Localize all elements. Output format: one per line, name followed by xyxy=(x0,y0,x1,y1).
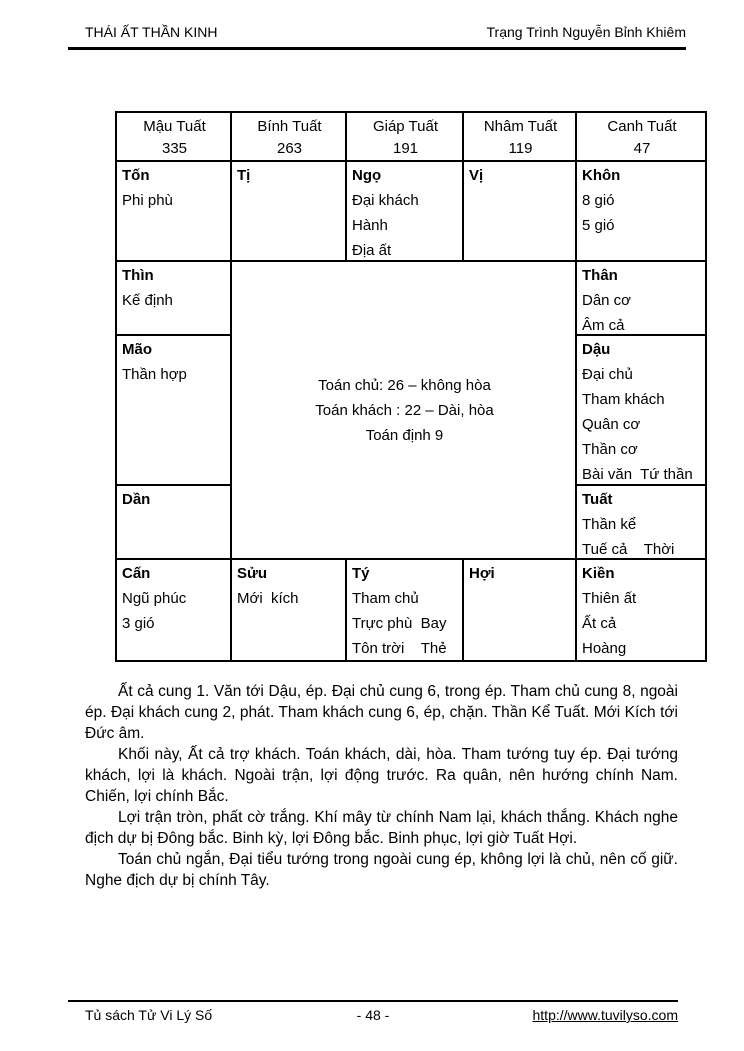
year-name: Mậu Tuất xyxy=(143,118,206,135)
palace-cell-ton xyxy=(117,162,232,262)
year-number: 119 xyxy=(508,140,533,157)
year-number: 191 xyxy=(392,140,419,157)
book-title: THÁI ẤT THẦN KINH xyxy=(85,24,218,40)
palace-line: Tôn trời Thẻ xyxy=(352,640,447,657)
palace-line: Dân cơ xyxy=(582,292,632,309)
palace-title: Dậu xyxy=(582,341,611,358)
palace-cell-khon xyxy=(577,162,707,262)
palace-cell-dau xyxy=(577,336,707,486)
palace-title: Thân xyxy=(582,267,618,284)
palace-line: Tuế cả Thời xyxy=(582,541,675,558)
year-name: Nhâm Tuất xyxy=(483,118,558,135)
palace-cell-than xyxy=(577,262,707,336)
palace-line: Tham chủ xyxy=(352,590,419,607)
year-number: 47 xyxy=(633,140,651,157)
palace-cell-suu xyxy=(232,560,347,662)
palace-line: 3 gió xyxy=(122,615,155,632)
paragraph-3: Lợi trận tròn, phất cờ trắng. Khí mây từ chính Nam lại, khách thắng. Khách nghe địch dự bị Đông bắc. Binh kỳ, lợi Đông bắc. Binh phục, lợi giờ Tuất Hợi. xyxy=(85,809,678,847)
palace-line: Mới kích xyxy=(237,590,299,607)
year-name: Canh Tuất xyxy=(607,118,677,135)
palace-title: Mão xyxy=(122,341,152,358)
year-number: 335 xyxy=(161,140,188,157)
palace-line: Hoàng xyxy=(582,640,627,657)
palace-line: Ngũ phúc xyxy=(122,590,187,607)
palace-cell-ngo xyxy=(347,162,464,262)
palace-title: Kiền xyxy=(582,565,615,582)
palace-title: Sửu xyxy=(237,565,268,582)
palace-line: Bài văn Tứ thần xyxy=(582,466,693,483)
palace-line: Kế định xyxy=(122,292,173,309)
paragraph-4: Toán chủ ngắn, Đại tiểu tướng trong ngoài cung ép, không lợi là chủ, nên cố giữ. Nghe địch dự bị chính Tây. xyxy=(85,851,678,889)
palace-line: 8 gió xyxy=(582,192,615,209)
palace-line: Trực phù Bay xyxy=(352,615,447,632)
palace-line: Đại khách xyxy=(352,192,419,209)
palace-line: Thần hợp xyxy=(122,366,187,383)
palace-cell-dan xyxy=(117,486,232,560)
palace-line: Đại chủ xyxy=(582,366,633,383)
palace-line: Phi phù xyxy=(122,192,173,209)
palace-line: Ất cả xyxy=(582,615,617,632)
year-number: 263 xyxy=(276,140,303,157)
year-column-mau-tuat xyxy=(117,113,232,162)
palace-title: Vị xyxy=(469,167,484,184)
palace-cell-vi xyxy=(464,162,577,262)
author-name: Trạng Trình Nguyễn Bỉnh Khiêm xyxy=(486,24,686,40)
page-footer xyxy=(68,1000,678,1023)
center-calculation-cell xyxy=(232,262,577,560)
year-column-nham-tuat xyxy=(464,113,577,162)
palace-line: 5 gió xyxy=(582,217,615,234)
footer-url-link[interactable]: http://www.tuvilyso.com xyxy=(532,1007,678,1023)
palace-title: Khôn xyxy=(582,167,621,184)
palace-line: Địa ất xyxy=(352,242,392,259)
palace-title: Tuất xyxy=(582,491,613,508)
footer-series-title: Tủ sách Tử Vi Lý Số xyxy=(85,1007,213,1023)
palace-line: Quân cơ xyxy=(582,416,641,433)
palace-cell-can xyxy=(117,560,232,662)
year-name: Giáp Tuất xyxy=(372,118,439,135)
palace-title: Tị xyxy=(237,167,251,184)
palace-title: Tốn xyxy=(122,167,150,184)
palace-title: Dần xyxy=(122,491,151,508)
year-column-binh-tuat xyxy=(232,113,347,162)
year-column-canh-tuat xyxy=(577,113,707,162)
palace-line: Thần cơ xyxy=(582,441,638,458)
page-header xyxy=(68,24,686,50)
commentary-text xyxy=(85,681,678,891)
palace-cell-ti xyxy=(232,162,347,262)
palace-cell-mao xyxy=(117,336,232,486)
palace-line: Thần kể xyxy=(582,516,637,533)
toan-chu-line: Toán chủ: 26 – không hòa xyxy=(318,377,491,394)
palace-line: Âm cả xyxy=(582,317,625,334)
palace-cell-hoi xyxy=(464,560,577,662)
palace-title: Tý xyxy=(352,565,370,582)
palace-title: Thìn xyxy=(122,267,154,284)
thai-at-chart-table xyxy=(115,111,707,662)
palace-title: Hợi xyxy=(469,565,495,582)
palace-cell-ty xyxy=(347,560,464,662)
palace-title: Ngọ xyxy=(352,167,382,184)
paragraph-1: Ất cả cung 1. Văn tới Dậu, ép. Đại chủ cung 6, trong ép. Tham chủ cung 8, ngoài ép. Đại khách cung 2, phát. Tham khách cung 6, ép, chặn. Thần Kể Tuất. Mới Kích tới Đức âm. xyxy=(85,683,678,742)
palace-cell-thin xyxy=(117,262,232,336)
palace-line: Thiên ất xyxy=(582,590,637,607)
palace-title: Cấn xyxy=(122,565,151,582)
palace-cell-tuat xyxy=(577,486,707,560)
year-name: Bính Tuất xyxy=(257,118,322,135)
palace-line: Tham khách xyxy=(582,391,665,408)
toan-dinh-line: Toán định 9 xyxy=(365,427,444,444)
toan-khach-line: Toán khách : 22 – Dài, hòa xyxy=(315,402,494,419)
paragraph-2: Khối này, Ất cả trợ khách. Toán khách, dài, hòa. Tham tướng tuy ép. Đại tướng khách, lợi là khách. Ngoài trận, lợi động trước. Ra quân, nên hướng chính Nam. Chiến, lợi chính Bắc. xyxy=(85,746,678,805)
year-column-giap-tuat xyxy=(347,113,464,162)
palace-cell-kien xyxy=(577,560,707,662)
palace-line: Hành xyxy=(352,217,388,234)
page-number: - 48 - xyxy=(356,1007,390,1023)
